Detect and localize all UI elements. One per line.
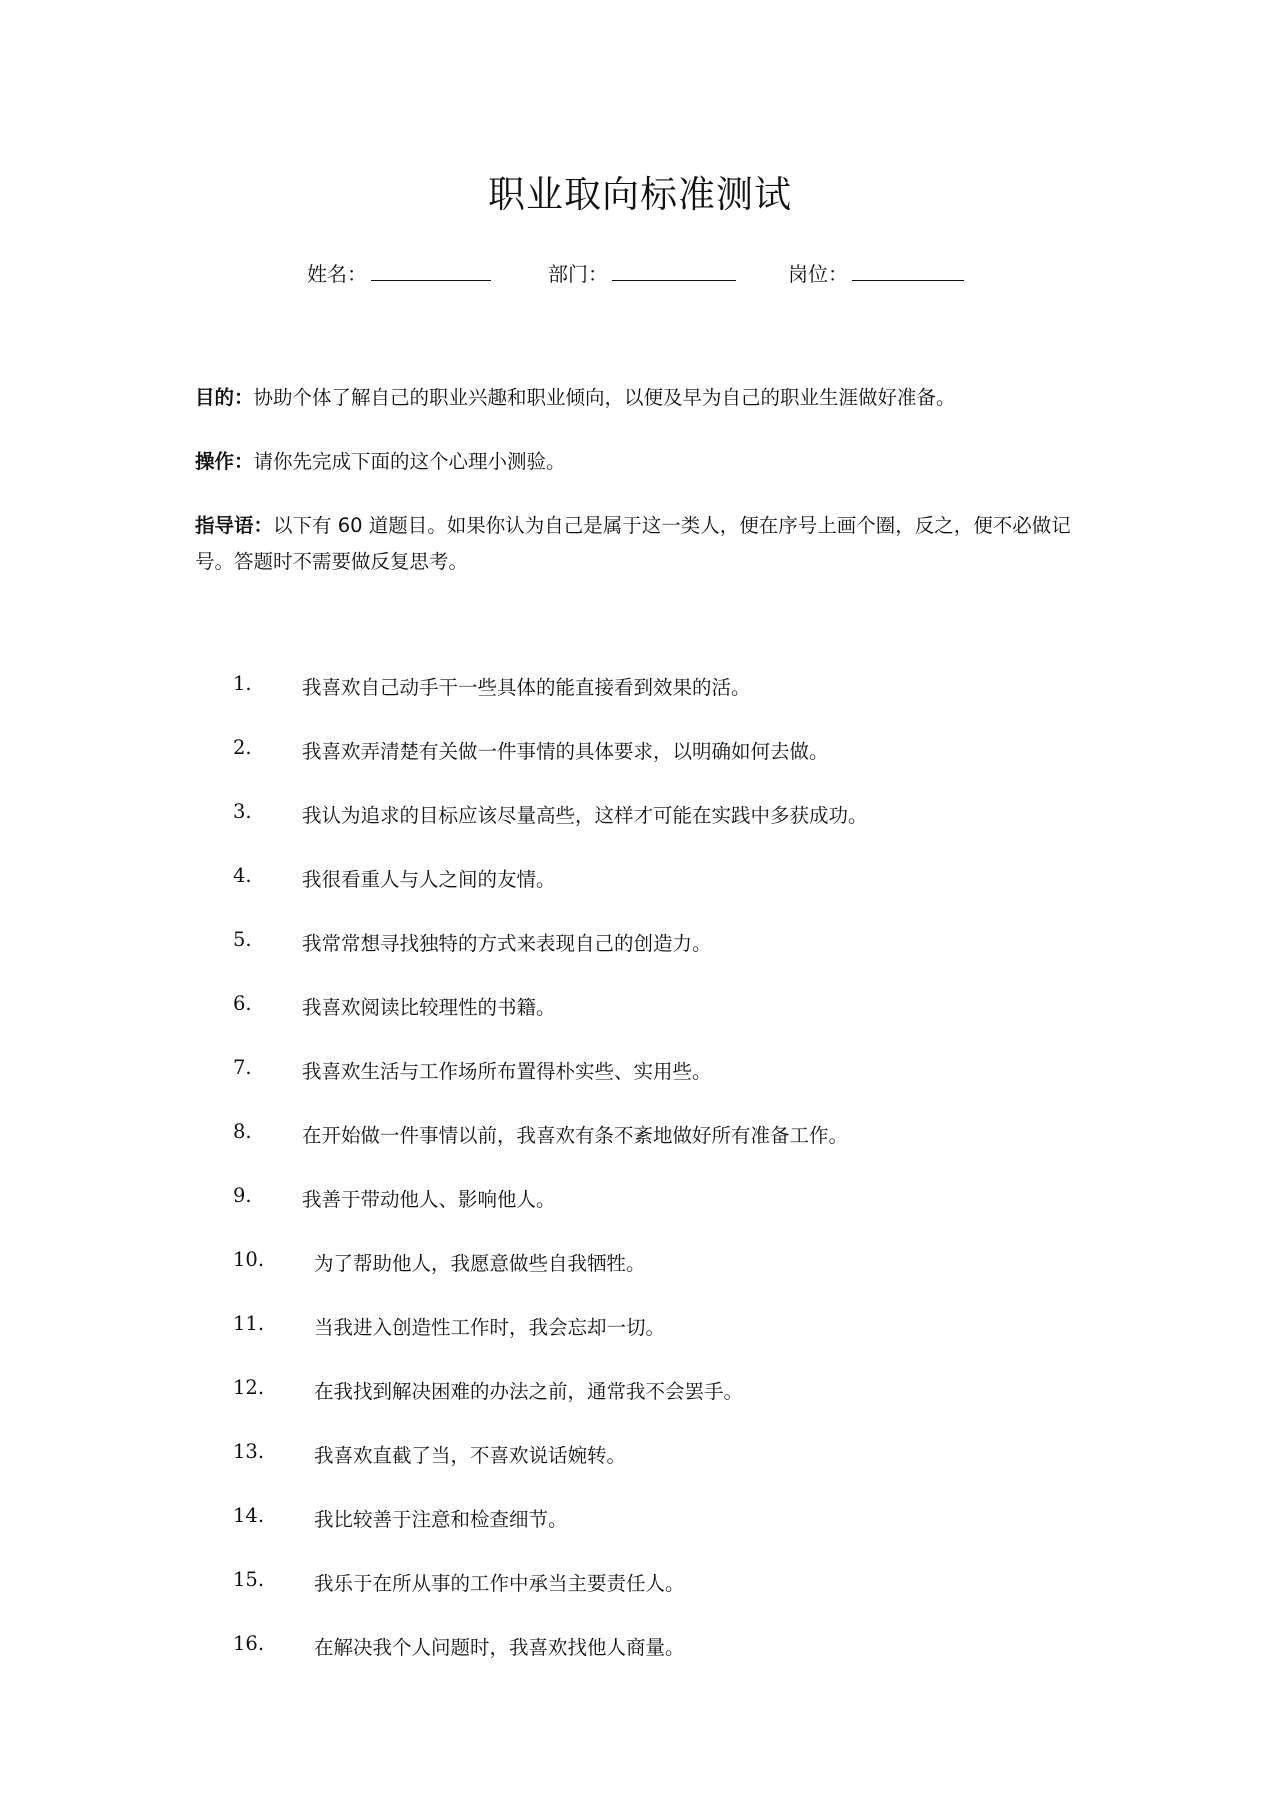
question-text: 我喜欢阅读比较理性的书籍。 <box>302 996 556 1019</box>
department-field <box>548 258 736 287</box>
question-text: 我很看重人与人之间的友情。 <box>302 868 556 891</box>
list-item <box>0 1120 1280 1150</box>
position-label: 岗位： <box>788 262 848 286</box>
department-label: 部门： <box>548 262 608 286</box>
guide-lead: 指导语： <box>195 514 274 537</box>
name-label: 姓名： <box>307 262 367 286</box>
document-title: 职业取向标准测试 <box>488 173 792 216</box>
list-item <box>0 1312 1280 1342</box>
purpose-lead: 目的： <box>195 386 254 409</box>
purpose-text: 协助个体了解自己的职业兴趣和职业倾向，以便及早为自己的职业生涯做好准备。 <box>253 386 956 409</box>
name-field <box>307 258 491 287</box>
list-item <box>0 1056 1280 1086</box>
question-number: 5. <box>233 928 252 951</box>
question-number: 10. <box>233 1248 265 1271</box>
question-number: 14. <box>233 1504 265 1527</box>
guide-text: 以下有 60 道题目。如果你认为自己是属于这一类人，便在序号上画个圈，反之，便不必做记号。答题时不需要做反复思考。 <box>195 514 1071 573</box>
question-number: 12. <box>233 1376 265 1399</box>
question-number: 15. <box>233 1568 265 1591</box>
question-number: 4. <box>233 864 252 887</box>
position-field <box>788 258 964 287</box>
list-item <box>0 800 1280 830</box>
question-number: 11. <box>233 1312 265 1335</box>
operation-paragraph <box>195 444 1095 480</box>
question-text: 我常常想寻找独特的方式来表现自己的创造力。 <box>302 932 712 955</box>
question-number: 3. <box>233 800 252 823</box>
guide-paragraph <box>195 508 1095 580</box>
question-text: 我认为追求的目标应该尽量高些，这样才可能在实践中多获成功。 <box>302 804 868 827</box>
question-text: 为了帮助他人，我愿意做些自我牺牲。 <box>314 1252 646 1275</box>
question-text: 我善于带动他人、影响他人。 <box>302 1188 556 1211</box>
list-item <box>0 1184 1280 1214</box>
question-number: 9. <box>233 1184 252 1207</box>
list-item <box>0 1440 1280 1470</box>
question-text: 我比较善于注意和检查细节。 <box>314 1508 568 1531</box>
list-item <box>0 672 1280 702</box>
info-row <box>0 258 1280 288</box>
question-number: 6. <box>233 992 252 1015</box>
name-blank-line <box>371 260 491 281</box>
department-blank-line <box>612 260 736 281</box>
question-number: 2. <box>233 736 252 759</box>
list-item <box>0 928 1280 958</box>
list-item <box>0 736 1280 766</box>
question-text: 在开始做一件事情以前，我喜欢有条不紊地做好所有准备工作。 <box>302 1124 849 1147</box>
question-text: 我喜欢直截了当，不喜欢说话婉转。 <box>314 1444 627 1467</box>
question-number: 1. <box>233 672 252 695</box>
list-item <box>0 864 1280 894</box>
question-number: 13. <box>233 1440 265 1463</box>
question-text: 我喜欢生活与工作场所布置得朴实些、实用些。 <box>302 1060 712 1083</box>
position-blank-line <box>852 260 964 281</box>
list-item <box>0 1568 1280 1598</box>
purpose-paragraph <box>195 380 1095 416</box>
question-text: 在解决我个人问题时，我喜欢找他人商量。 <box>314 1636 685 1659</box>
list-item <box>0 1248 1280 1278</box>
operation-text: 请你先完成下面的这个心理小测验。 <box>253 450 566 473</box>
question-text: 我乐于在所从事的工作中承当主要责任人。 <box>314 1572 685 1595</box>
list-item <box>0 1632 1280 1662</box>
question-text: 我喜欢自己动手干一些具体的能直接看到效果的活。 <box>302 676 751 699</box>
question-text: 在我找到解决困难的办法之前，通常我不会罢手。 <box>314 1380 744 1403</box>
list-item <box>0 1376 1280 1406</box>
list-item <box>0 992 1280 1022</box>
question-number: 16. <box>233 1632 265 1655</box>
list-item <box>0 1504 1280 1534</box>
question-text: 当我进入创造性工作时，我会忘却一切。 <box>314 1316 666 1339</box>
question-text: 我喜欢弄清楚有关做一件事情的具体要求，以明确如何去做。 <box>302 740 829 763</box>
question-number: 8. <box>233 1120 252 1143</box>
operation-lead: 操作： <box>195 450 254 473</box>
question-number: 7. <box>233 1056 252 1079</box>
